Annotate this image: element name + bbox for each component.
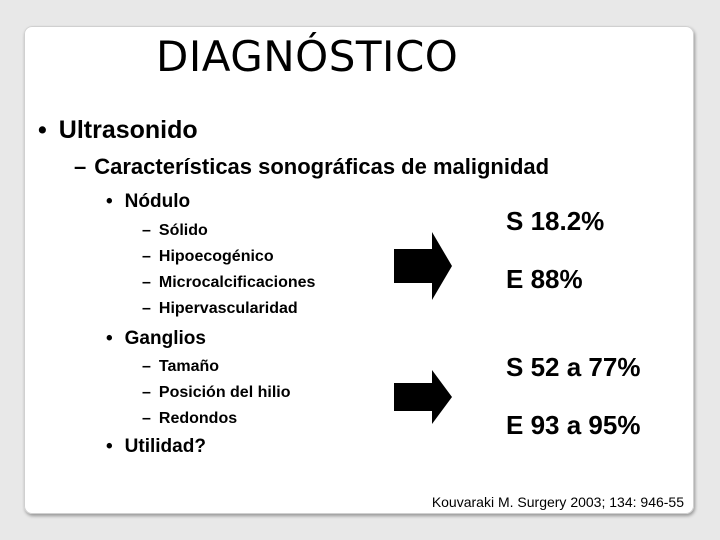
dash-icon: –: [142, 300, 151, 317]
stat-nodulo-sensitivity: S 18.2%: [506, 206, 605, 236]
bullet-utilidad: • Utilidad?: [106, 436, 206, 457]
bullet-caracteristicas: – Características sonográficas de malignidad: [74, 154, 550, 179]
list-item-microcalcificaciones: – Microcalcificaciones: [142, 274, 316, 291]
right-arrow-icon: [394, 232, 454, 300]
dash-icon: –: [74, 154, 87, 179]
bullet-nodulo: • Nódulo: [106, 191, 191, 212]
list-item-hipoecogenico: – Hipoecogénico: [142, 248, 274, 265]
list-item-tamano: – Tamaño: [142, 358, 220, 375]
dash-icon: –: [142, 222, 151, 239]
list-item-redondos: – Redondos: [142, 410, 238, 427]
bullet-dot-icon: •: [106, 191, 113, 212]
bullet-dot-icon: •: [38, 116, 47, 144]
list-item-posicion-hilio: – Posición del hilio: [142, 384, 291, 401]
list-item-solido: – Sólido: [142, 222, 208, 239]
dash-icon: –: [142, 384, 151, 401]
dash-icon: –: [142, 410, 151, 427]
reference-citation: Kouvaraki M. Surgery 2003; 134: 946-55: [431, 494, 684, 510]
bullet-ganglios: • Ganglios: [106, 328, 206, 349]
bullet-dot-icon: •: [106, 436, 113, 457]
stat-ganglios-sensitivity: S 52 a 77%: [506, 352, 641, 382]
list-item-hipervascularidad: – Hipervascularidad: [142, 300, 298, 317]
stat-nodulo-specificity: E 88%: [506, 264, 583, 294]
bullet-ultrasonido: • Ultrasonido: [38, 116, 198, 144]
slide-title: DIAGNÓSTICO: [156, 32, 459, 81]
right-arrow-icon: [394, 370, 454, 424]
bullet-dot-icon: •: [106, 328, 113, 349]
slide: [24, 26, 694, 514]
dash-icon: –: [142, 274, 151, 291]
dash-icon: –: [142, 358, 151, 375]
dash-icon: –: [142, 248, 151, 265]
stat-ganglios-specificity: E 93 a 95%: [506, 410, 641, 440]
